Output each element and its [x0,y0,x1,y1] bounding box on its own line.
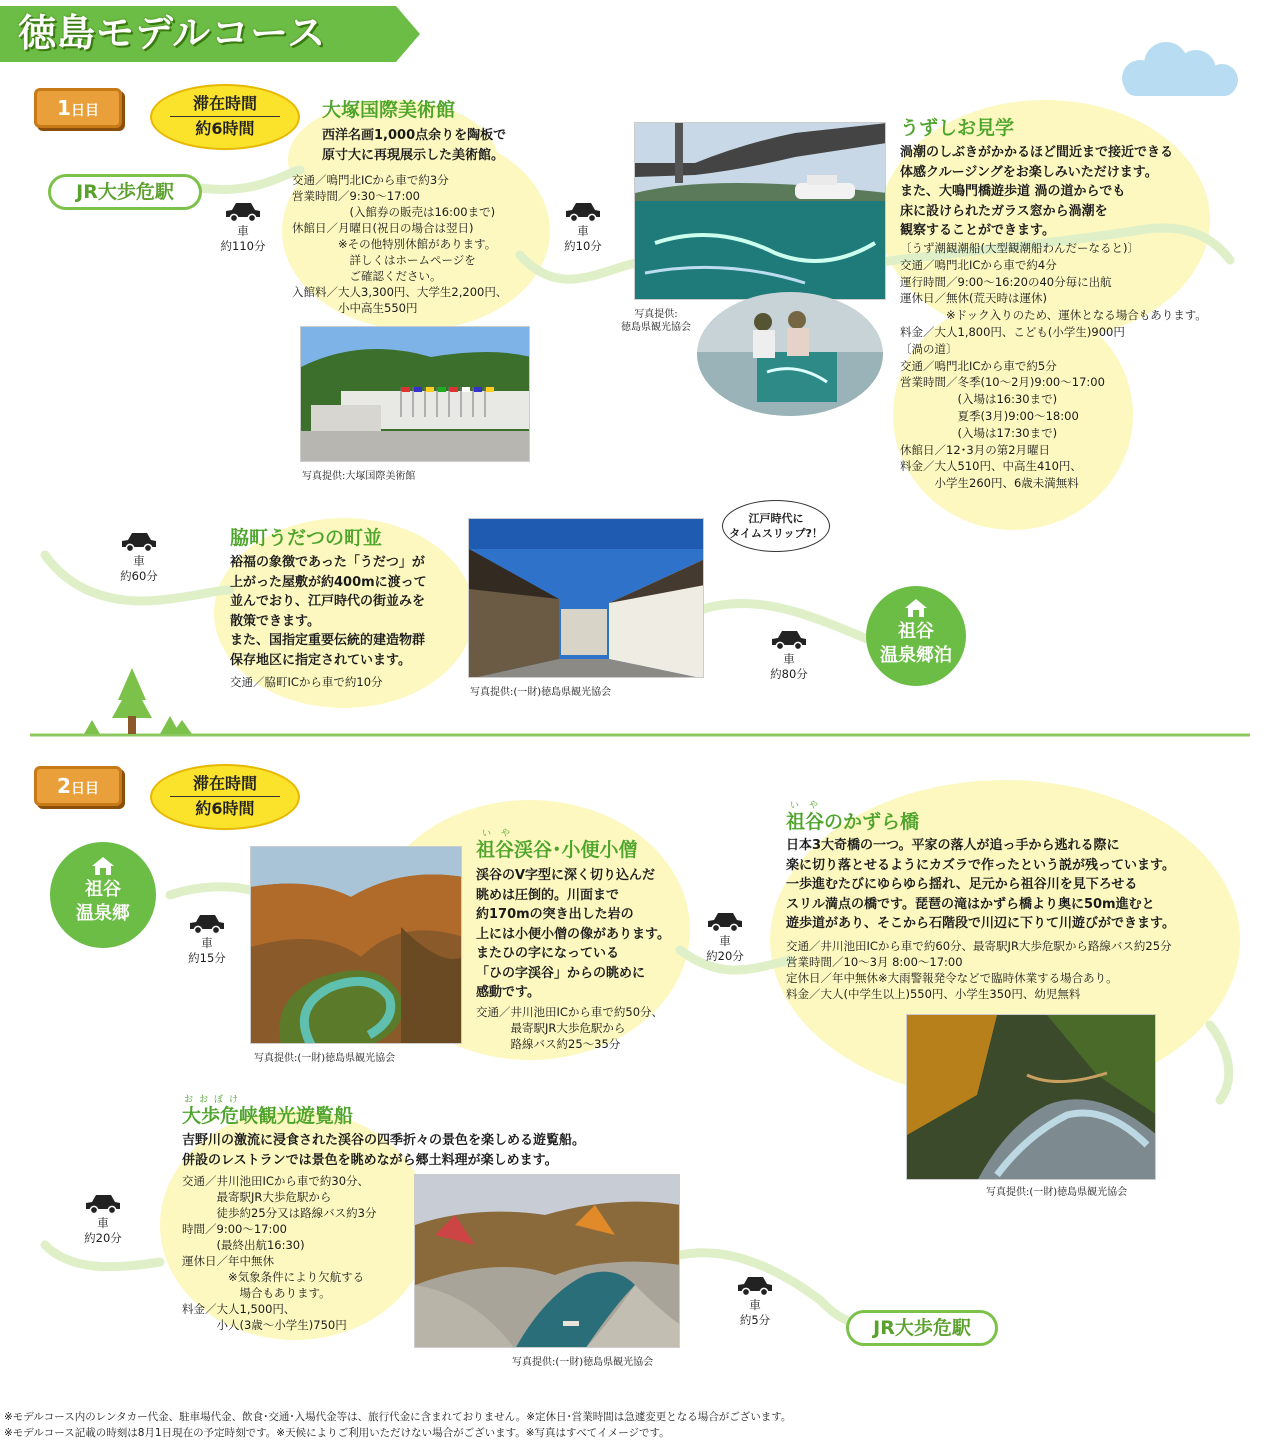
onsen-stay-badge: 祖谷 温泉郷泊 [866,586,966,686]
iyakei-desc: 渓谷のV字型に深く切り込んだ 眺めは圧倒的。川面まで 約170mの突き出した岩の 上には小便小僧の像があります。 またひの字になっている 「ひの字渓谷」からの眺めに 感動です。 [476,868,670,1000]
car-segment: 車 約110分 [208,200,278,254]
wakimachi-desc: 裕福の象徴であった「うだつ」が 上がった屋敷が約400mに渡って 並んでおり、江戸時代の街並みを 散策できます。 また、国指定重要伝統的建造物群 保存地区に指定されています。 [230,555,427,668]
otsuka-photo [300,326,530,462]
car-icon [706,910,744,932]
car-segment: 車 約5分 [720,1274,790,1328]
uzushio-info: 〔うず潮観潮船(大型観潮船わんだーなると)〕 交通／鳴門北ICから車で約4分 運行時間／9:00～16:20の40分毎に出航 運休日／無休(荒天時は運休) ※ドック入りのため、運休となる場合もあります。 料金／大人1,800円、こども(小学生)900円 〔渦の道〕 交通／鳴門北ICから車で約5分 営業時間／冬季(10～2月)9:00～17:00 (入場は16:30まで) 夏季(3月)9:00～18:00 (入場は17:30まで) 休館日／12･3月の第2月曜日 料金／大人510円、中高生410円、 小学生260円、6歳未満無料 [900,241,1207,491]
car-segment: 車 約15分 [172,912,242,966]
stay-time: 約6時間 [195,799,255,818]
car-icon [736,1274,774,1296]
end-station: JR大歩危駅 [846,1310,998,1346]
kazurabashi-credit: 写真提供:(一財)徳島県観光協会 [986,1187,1128,1198]
car-segment: 車 約80分 [754,628,824,682]
otsuka-desc: 西洋名画1,000点余りを陶板で 原寸大に再現展示した美術館。 [322,128,507,163]
oboke-info: 交通／井川池田ICから車で約30分、 最寄駅JR大歩危駅から 徒歩約25分又は路線バス約3分 時間／9:00～17:00 (最終出航16:30) 運休日／年中無休 ※気象条件により欠航する 場合もあります。 料金／大人1,500円、 小人(3歳～小学生)750円 [182,1174,377,1332]
car-segment: 車 約10分 [548,200,618,254]
car-icon [120,530,158,552]
iyakei-title: 祖谷渓谷･小便小僧 [476,839,638,861]
start-station: JR大歩危駅 [48,174,202,210]
oboke-ruby: おおぼけ [184,1095,245,1105]
stay-label: 滞在時間 [192,94,257,113]
stay-label: 滞在時間 [192,774,257,793]
iyakei-photo [250,846,462,1044]
uzushio-title: うずしお見学 [900,117,1015,139]
kazurabashi-ruby: いや [790,801,829,811]
oboke-credit: 写真提供:(一財)徳島県観光協会 [512,1357,654,1368]
wakimachi-info: 交通／脇町ICから車で約10分 [230,675,383,689]
car-icon [224,200,262,222]
day2-stay-badge [150,764,300,830]
day2-tag: 2日目 [34,766,122,806]
car-segment: 車 約20分 [690,910,760,964]
uzunomichi-photo [697,292,883,416]
speech-bubble: 江戸時代に タイムスリップ?！ [722,500,830,552]
house-icon [91,856,115,876]
day1-tag: 1日目 [34,88,122,128]
iyakei-credit: 写真提供:(一財)徳島県観光協会 [254,1053,396,1064]
stay-time: 約6時間 [195,119,255,138]
oboke-desc: 吉野川の激流に浸食された渓谷の四季折々の景色を楽しめる遊覧船。 併設のレストランでは景色を眺めながら郷土料理が楽しめます。 [182,1133,586,1168]
otsuka-credit: 写真提供:大塚国際美術館 [302,471,416,482]
car-icon [188,912,226,934]
car-icon [84,1192,122,1214]
house-icon [904,598,928,618]
car-segment: 車 約20分 [68,1192,138,1246]
kazurabashi-title: 祖谷のかずら橋 [786,811,920,833]
page-title: 徳島モデルコース [18,11,327,55]
oboke-title: 大歩危峡観光遊覧船 [182,1105,354,1127]
kazurabashi-desc: 日本3大奇橋の一つ。平家の落人が追っ手から逃れる際に 楽に切り落とせるようにカズラで作ったという説が残っています。 一歩進むたびにゆらゆら揺れ、足元から祖谷川を見下ろせる スリル満点の橋です。琵琶の滝はかずら橋より奥に50m進むと 遊歩道があり、そこから石階段で川辺に下りて川遊びができます。 [786,838,1175,931]
car-icon [770,628,808,650]
car-segment: 車 約60分 [104,530,174,584]
kazurabashi-photo [906,1014,1156,1180]
iyakei-ruby: いや [482,829,521,839]
uzushio-credit: 写真提供: 徳島県観光協会 [621,309,691,333]
wakimachi-title: 脇町うだつの町並 [230,527,383,549]
day1-stay-badge [150,84,300,150]
uzushio-desc: 渦潮のしぶきがかかるほど間近まで接近できる 体感クルージングをお楽しみいただけます。 また、大鳴門橋遊歩道 渦の道からでも 床に設けられたガラス窓から渦潮を 観察することができます。 [900,145,1174,238]
otsuka-title: 大塚国際美術館 [322,99,456,121]
oboke-photo [414,1174,680,1348]
otsuka-info: 交通／鳴門北ICから車で約3分 営業時間／9:30～17:00 (入館券の販売は16:00まで) 休館日／月曜日(祝日の場合は翌日) ※その他特別休館があります。 詳しくはホームページを ご確認ください。 入館料／大人3,300円、大学生2,200円、 小中高生550円 [292,173,508,315]
footnote-2: ※モデルコース記載の時刻は8月1日現在の予定時刻です。※天候によりご利用いただけない場合がございます。※写真はすべてイメージです。 [4,1427,670,1439]
iyakei-info: 交通／井川池田ICから車で約50分、 最寄駅JR大歩危駅から 路線バス約25～35分 [476,1005,664,1051]
onsen-start-badge: 祖谷 温泉郷 [50,842,156,948]
wakimachi-credit: 写真提供:(一財)徳島県観光協会 [470,687,612,698]
car-icon [564,200,602,222]
footnote-1: ※モデルコース内のレンタカー代金、駐車場代金、飲食･交通･入場代金等は、旅行代金に含まれておりません。※定休日･営業時間は急遽変更となる場合がございます。 [4,1411,792,1423]
uzushio-photo [634,122,886,300]
wakimachi-photo [468,518,704,678]
kazurabashi-info: 交通／井川池田ICから車で約60分、最寄駅JR大歩危駅から路線バス約25分 営業時間／10～3月 8:00～17:00 定休日／年中無休※大雨警報発令などで臨時休業する場合あり。 料金／大人(中学生以上)550円、小学生350円、幼児無料 [786,939,1172,1001]
